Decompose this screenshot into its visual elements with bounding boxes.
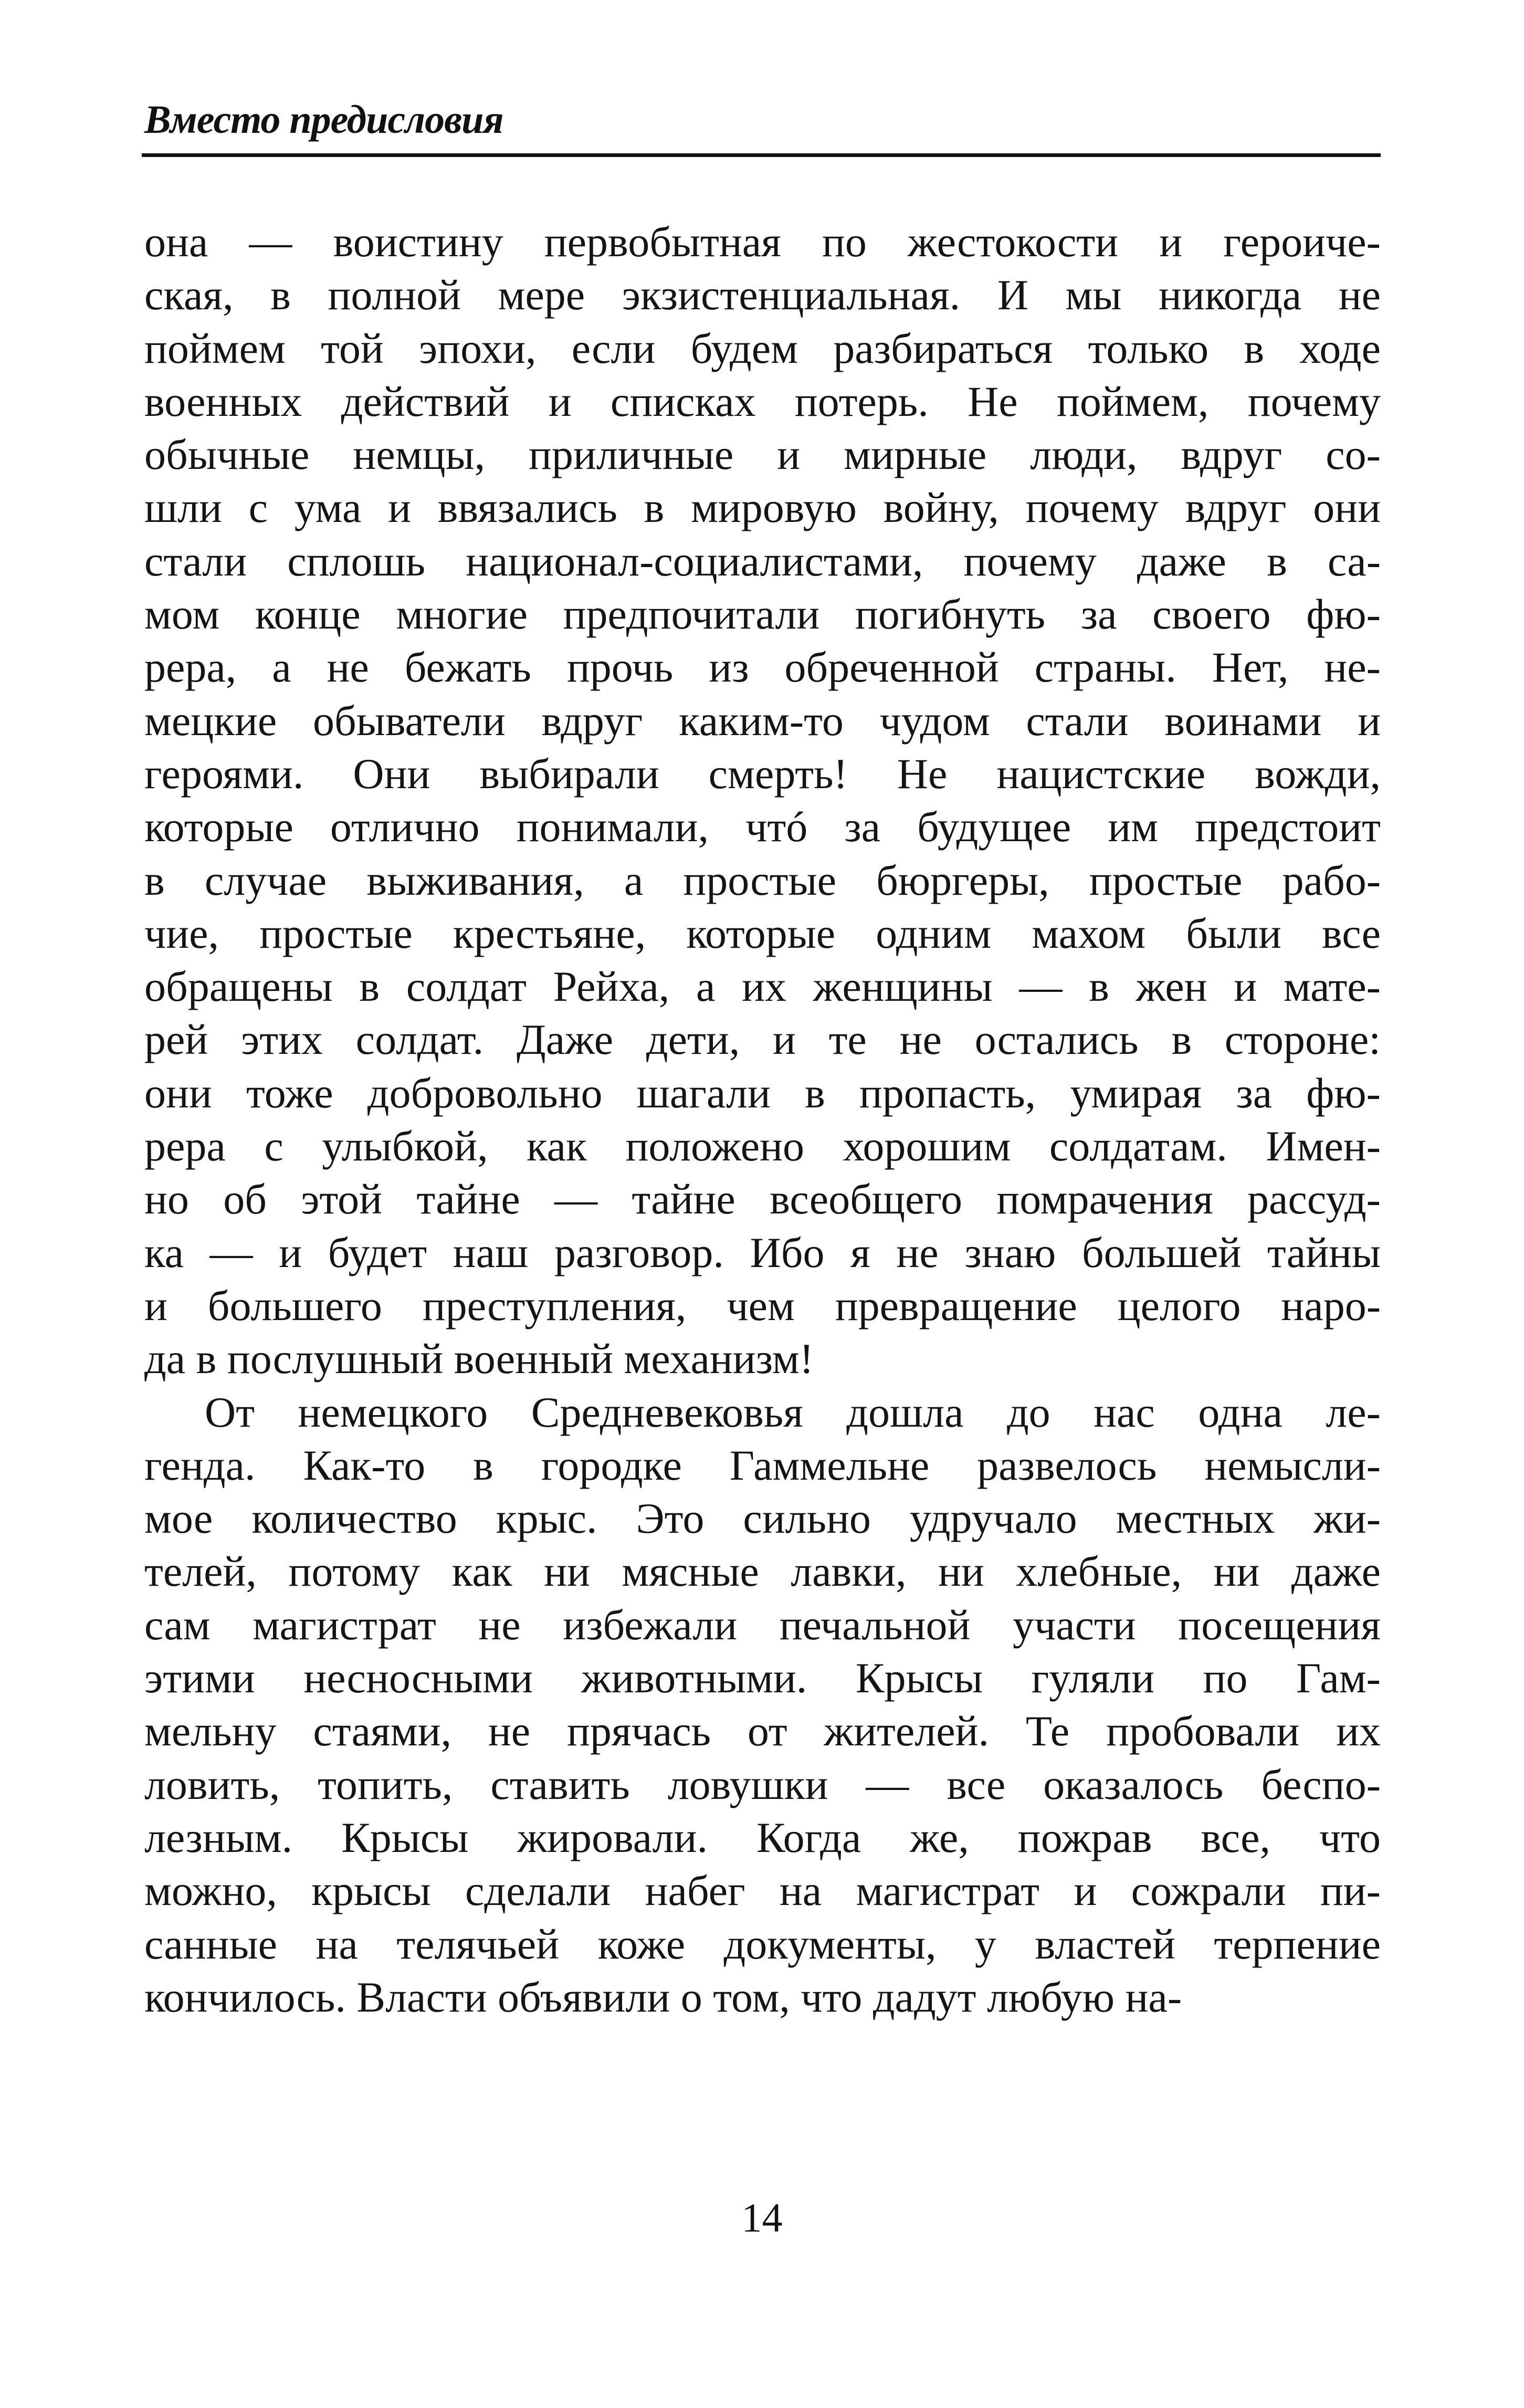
text-line: кончилось. Власти объявили о том, что дадут любую на- — [144, 1973, 1182, 2021]
text-line: мецкие обыватели вдруг каким-то чудом стали воинами и — [144, 696, 1381, 745]
text-line: ская, в полной мере экзистенциальная. И мы никогда не — [144, 271, 1381, 319]
text-line: да в послушный военный механизм! — [144, 1335, 814, 1383]
running-head-title: Вместо предисловия — [144, 98, 503, 142]
text-line: рера с улыбкой, как положено хорошим солдатам. Имен- — [144, 1122, 1381, 1170]
text-line: обращены в солдат Рейха, а их женщины — в жен и мате- — [144, 962, 1381, 1011]
body-text — [144, 215, 1381, 2024]
text-line: и большего преступления, чем превращение целого наро- — [144, 1281, 1381, 1329]
text-line: лезным. Крысы жировали. Когда же, пожрав все, что — [144, 1813, 1381, 1861]
paragraph — [144, 1386, 1381, 2024]
text-line: которые отлично понимали, чтó за будущее им предстоит — [144, 803, 1381, 851]
text-line: шли с ума и ввязались в мировую войну, почему вдруг они — [144, 484, 1381, 532]
text-line: обычные немцы, приличные и мирные люди, вдруг со- — [144, 431, 1381, 479]
text-line: санные на телячьей коже документы, у властей терпение — [144, 1920, 1381, 1968]
text-line: поймем той эпохи, если будем разбираться только в ходе — [144, 324, 1381, 372]
text-line: героями. Они выбирали смерть! Не нацистские вожди, — [144, 749, 1381, 798]
paragraph — [144, 215, 1381, 1386]
header-rule — [142, 153, 1381, 157]
text-line: генда. Как-то в городке Гаммельне развелось немысли- — [144, 1441, 1381, 1489]
text-line: рей этих солдат. Даже дети, и те не остались в стороне: — [144, 1015, 1381, 1064]
text-line: военных действий и списках потерь. Не поймем, почему — [144, 377, 1381, 425]
page-number: 14 — [741, 2195, 783, 2241]
text-line: в случае выживания, а простые бюргеры, простые рабо- — [144, 856, 1381, 904]
text-line: можно, крысы сделали набег на магистрат и сожрали пи- — [144, 1867, 1381, 1915]
text-line: мое количество крыс. Это сильно удручало местных жи- — [144, 1494, 1381, 1543]
text-line: стали сплошь национал-социалистами, почему даже в са- — [144, 537, 1381, 585]
text-line: От немецкого Средневековья дошла до нас одна ле- — [205, 1388, 1381, 1436]
text-line: этими несносными животными. Крысы гуляли по Гам- — [144, 1654, 1381, 1702]
text-line: мельну стаями, не прячась от жителей. Те пробовали их — [144, 1707, 1381, 1755]
text-line: но об этой тайне — тайне всеобщего помрачения рассуд- — [144, 1175, 1381, 1223]
text-line: ловить, топить, ставить ловушки — все оказалось беспо- — [144, 1760, 1381, 1808]
text-line: мом конце многие предпочитали погибнуть за своего фю- — [144, 590, 1381, 638]
text-line: ка — и будет наш разговор. Ибо я не знаю большей тайны — [144, 1228, 1381, 1276]
text-line: сам магистрат не избежали печальной участи посещения — [144, 1600, 1381, 1649]
text-line: рера, а не бежать прочь из обреченной страны. Нет, не- — [144, 643, 1381, 692]
text-line: чие, простые крестьяне, которые одним махом были все — [144, 909, 1381, 957]
text-line: она — воистину первобытная по жестокости и героиче- — [144, 218, 1381, 266]
text-line: телей, потому как ни мясные лавки, ни хлебные, ни даже — [144, 1547, 1381, 1596]
text-line: они тоже добровольно шагали в пропасть, умирая за фю- — [144, 1069, 1381, 1117]
